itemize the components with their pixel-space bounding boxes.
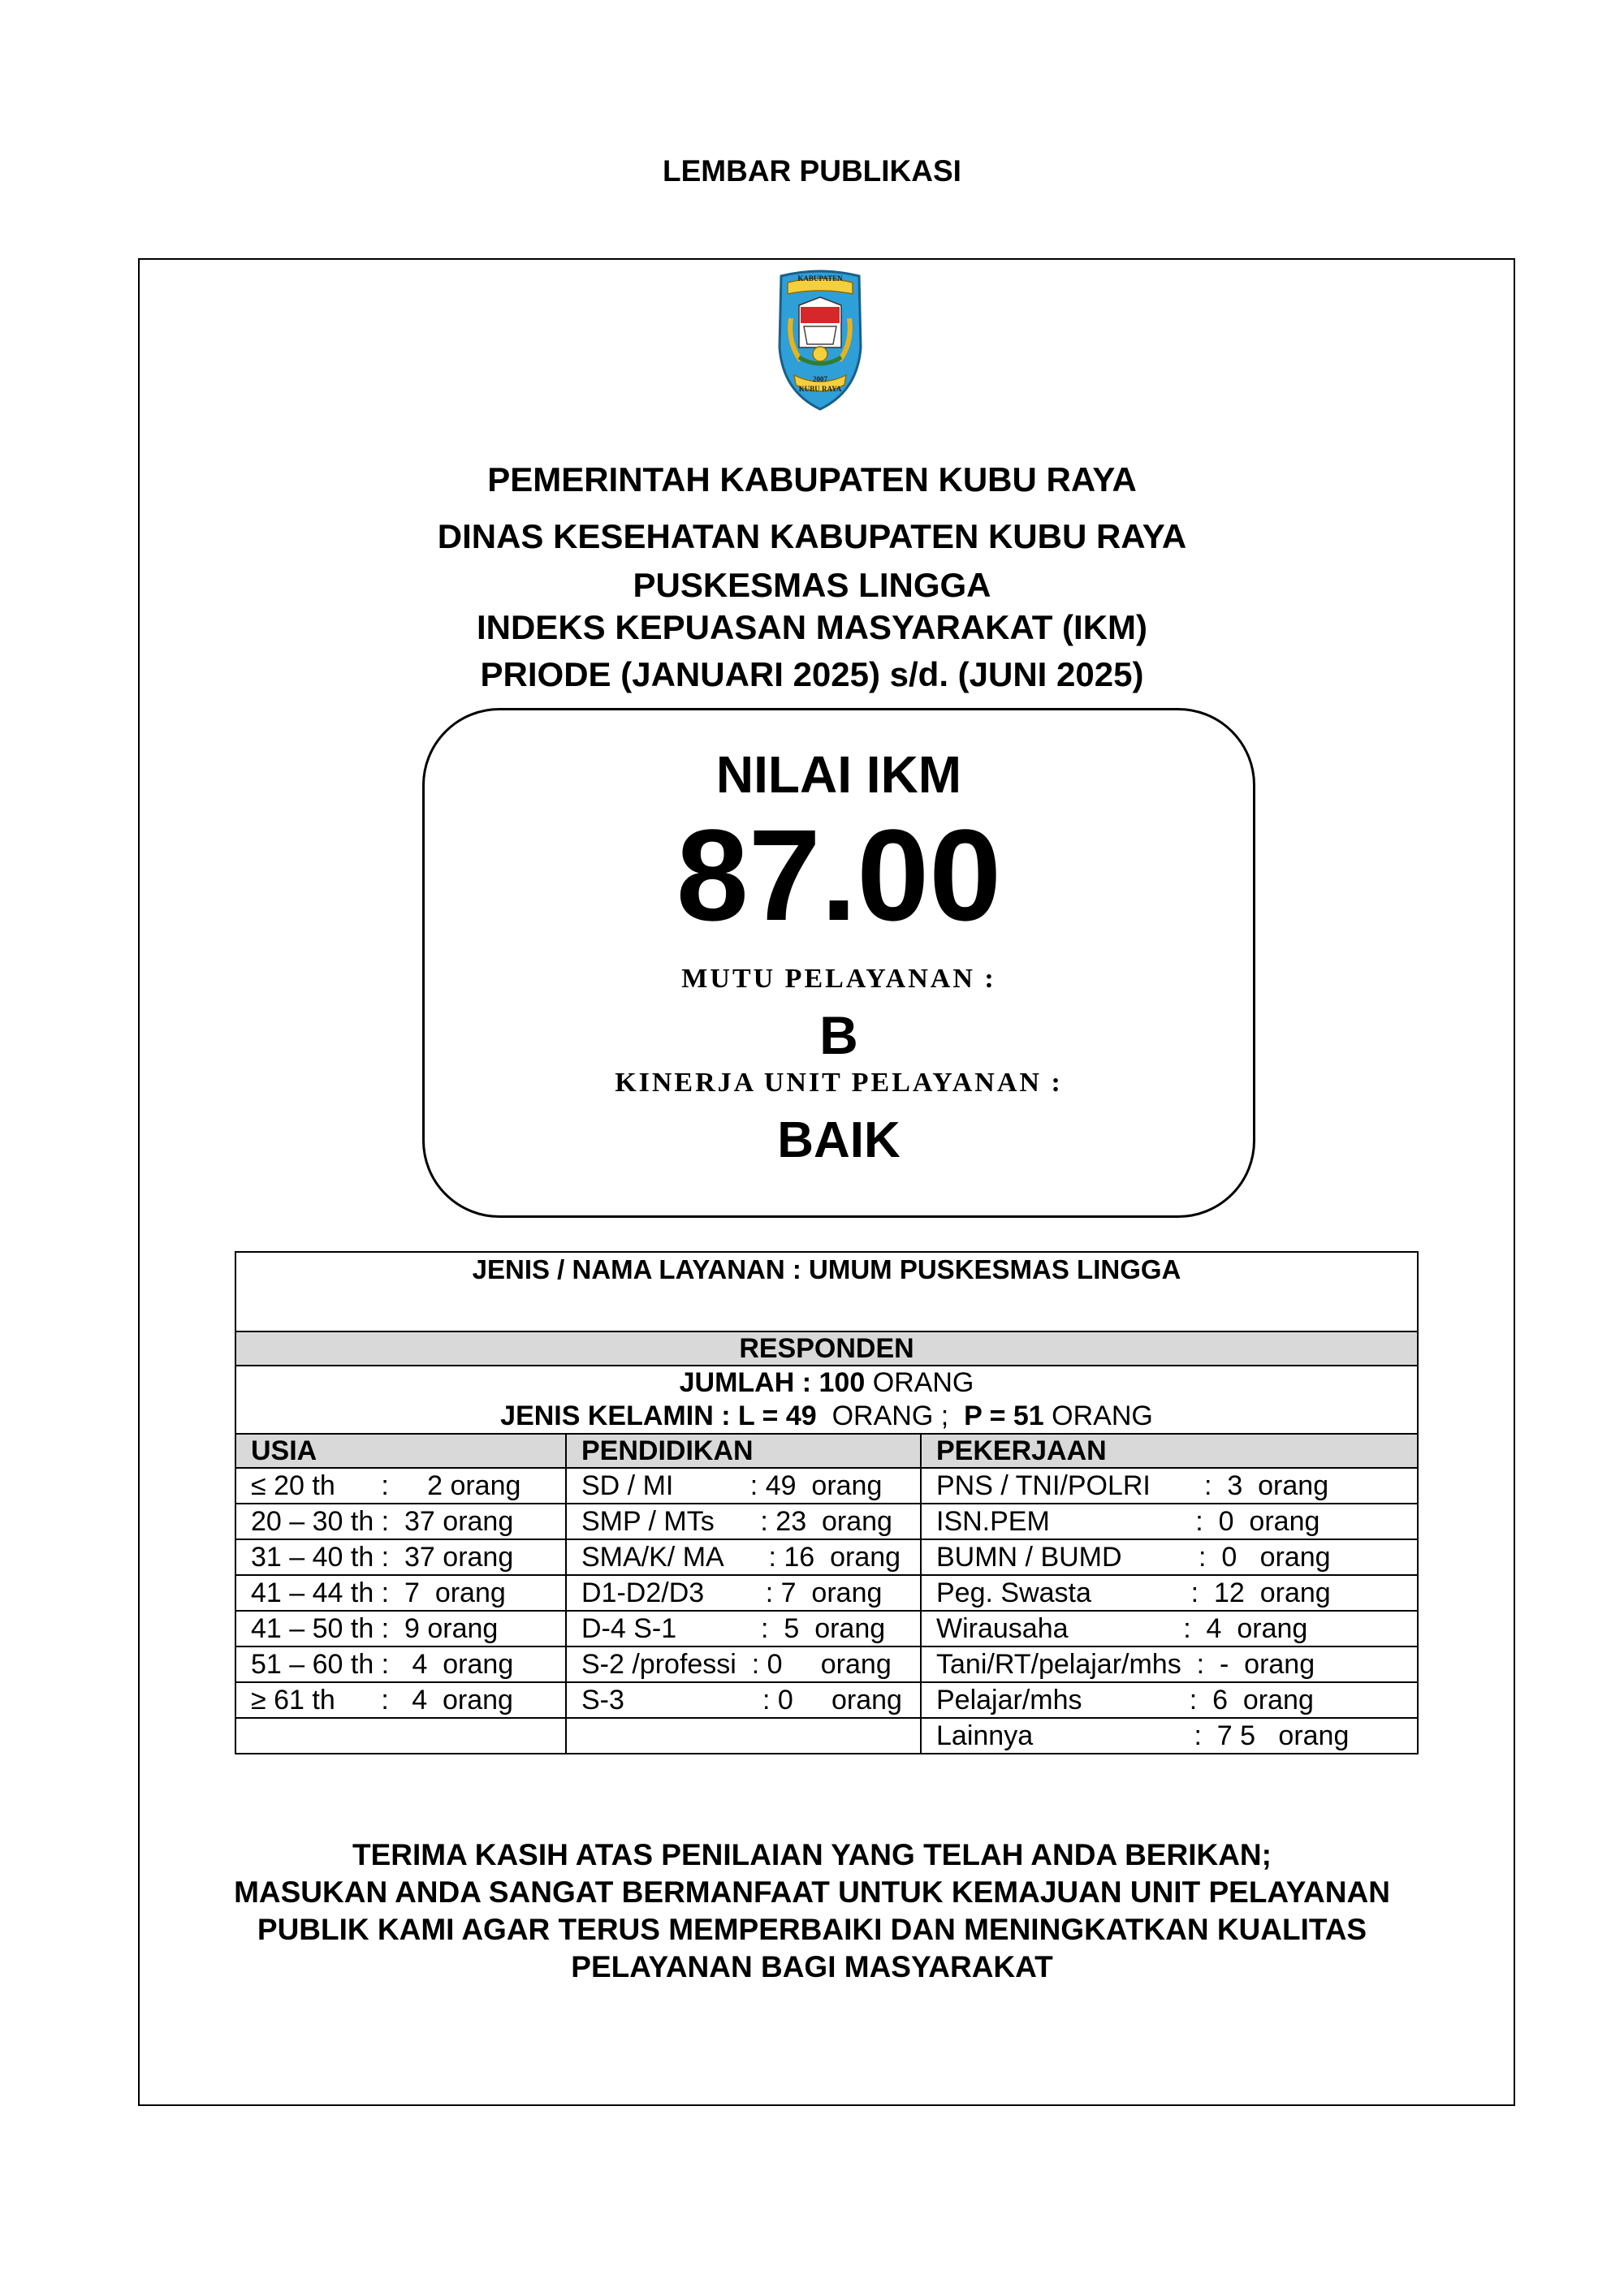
logo-text: KUBU RAYA [798,385,842,393]
table-row [235,1539,1418,1575]
pekerjaan-cell: Wirausaha : 4 orang [921,1611,1418,1646]
table-row [235,1611,1418,1646]
closing-line: PELAYANAN BAGI MASYARAKAT [571,1950,1053,1983]
nilai-ikm-value: 87.00 [676,802,1002,947]
pendidikan-cell: SMP / MTs : 23 orang [566,1504,921,1539]
table-row [235,1646,1418,1682]
closing-line: MASUKAN ANDA SANGAT BERMANFAAT UNTUK KEMAJUAN UNIT PELAYANAN [234,1875,1390,1909]
pekerjaan-cell: Tani/RT/pelajar/mhs : - orang [921,1646,1418,1682]
usia-cell: 51 – 60 th : 4 orang [235,1646,566,1682]
table-row [235,1682,1418,1718]
pekerjaan-cell: BUMN / BUMD : 0 orang [921,1539,1418,1575]
logo-text: KABUPATEN [797,274,843,283]
table-row [235,1504,1418,1539]
column-pekerjaan: PEKERJAAN [921,1434,1418,1468]
table-row [235,1468,1418,1504]
closing-line: TERIMA KASIH ATAS PENILAIAN YANG TELAH ANDA BERIKAN; [352,1838,1272,1871]
pekerjaan-cell: Peg. Swasta : 12 orang [921,1575,1418,1611]
pendidikan-cell: S-2 /professi : 0 orang [566,1646,921,1682]
logo-year: 2007 [813,375,827,383]
pekerjaan-cell: PNS / TNI/POLRI : 3 orang [921,1468,1418,1504]
column-pendidikan: PENDIDIKAN [566,1434,921,1468]
pendidikan-cell: S-3 : 0 orang [566,1682,921,1718]
closing-message [0,1836,1624,1986]
pendidikan-cell: SMA/K/ MA : 16 orang [566,1539,921,1575]
kinerja-value: BAIK [777,1112,901,1168]
respondent-table [235,1251,1419,1754]
usia-cell: 41 – 44 th : 7 orang [235,1575,566,1611]
usia-cell: 20 – 30 th : 37 orang [235,1504,566,1539]
header-period: PRIODE (JANUARI 2025) s/d. (JUNI 2025) [480,655,1144,693]
header-index: INDEKS KEPUASAN MASYARAKAT (IKM) [476,608,1148,646]
mutu-pelayanan-value: B [819,1005,858,1065]
respondent-summary [235,1366,1418,1434]
pendidikan-cell: D-4 S-1 : 5 orang [566,1611,921,1646]
header-puskesmas: PUSKESMAS LINGGA [633,566,991,604]
mutu-pelayanan-label: MUTU PELAYANAN : [681,964,996,994]
pekerjaan-cell: Lainnya : 7 5 orang [921,1718,1418,1754]
nilai-ikm-label: NILAI IKM [715,745,962,804]
pendidikan-cell [566,1718,921,1754]
respondent-gender: JENIS KELAMIN : L = 49 ORANG ; P = 51 ORANG [500,1400,1153,1431]
respondent-total: JUMLAH : 100 ORANG [679,1367,974,1398]
table-header-row [235,1434,1418,1468]
table-row [235,1575,1418,1611]
pendidikan-cell: D1-D2/D3 : 7 orang [566,1575,921,1611]
usia-cell [235,1718,566,1754]
respondent-heading: RESPONDEN [235,1331,1418,1366]
kinerja-label: KINERJA UNIT PELAYANAN : [615,1068,1063,1098]
ikm-score-box [422,708,1255,1218]
column-usia: USIA [235,1434,566,1468]
document-title: LEMBAR PUBLIKASI [663,154,961,188]
service-name: JENIS / NAMA LAYANAN : UMUM PUSKESMAS LINGGA [235,1252,1418,1331]
pekerjaan-cell: ISN.PEM : 0 orang [921,1504,1418,1539]
usia-cell: 41 – 50 th : 9 orang [235,1611,566,1646]
header-department: DINAS KESEHATAN KABUPATEN KUBU RAYA [437,517,1187,555]
pekerjaan-cell: Pelajar/mhs : 6 orang [921,1682,1418,1718]
closing-line: PUBLIK KAMI AGAR TERUS MEMPERBAIKI DAN MENINGKATKAN KUALITAS [257,1913,1367,1946]
header-government: PEMERINTAH KABUPATEN KUBU RAYA [487,460,1137,498]
usia-cell: 31 – 40 th : 37 orang [235,1539,566,1575]
table-row [235,1718,1418,1754]
pendidikan-cell: SD / MI : 49 orang [566,1468,921,1504]
usia-cell: ≥ 61 th : 4 orang [235,1682,566,1718]
usia-cell: ≤ 20 th : 2 orang [235,1468,566,1504]
